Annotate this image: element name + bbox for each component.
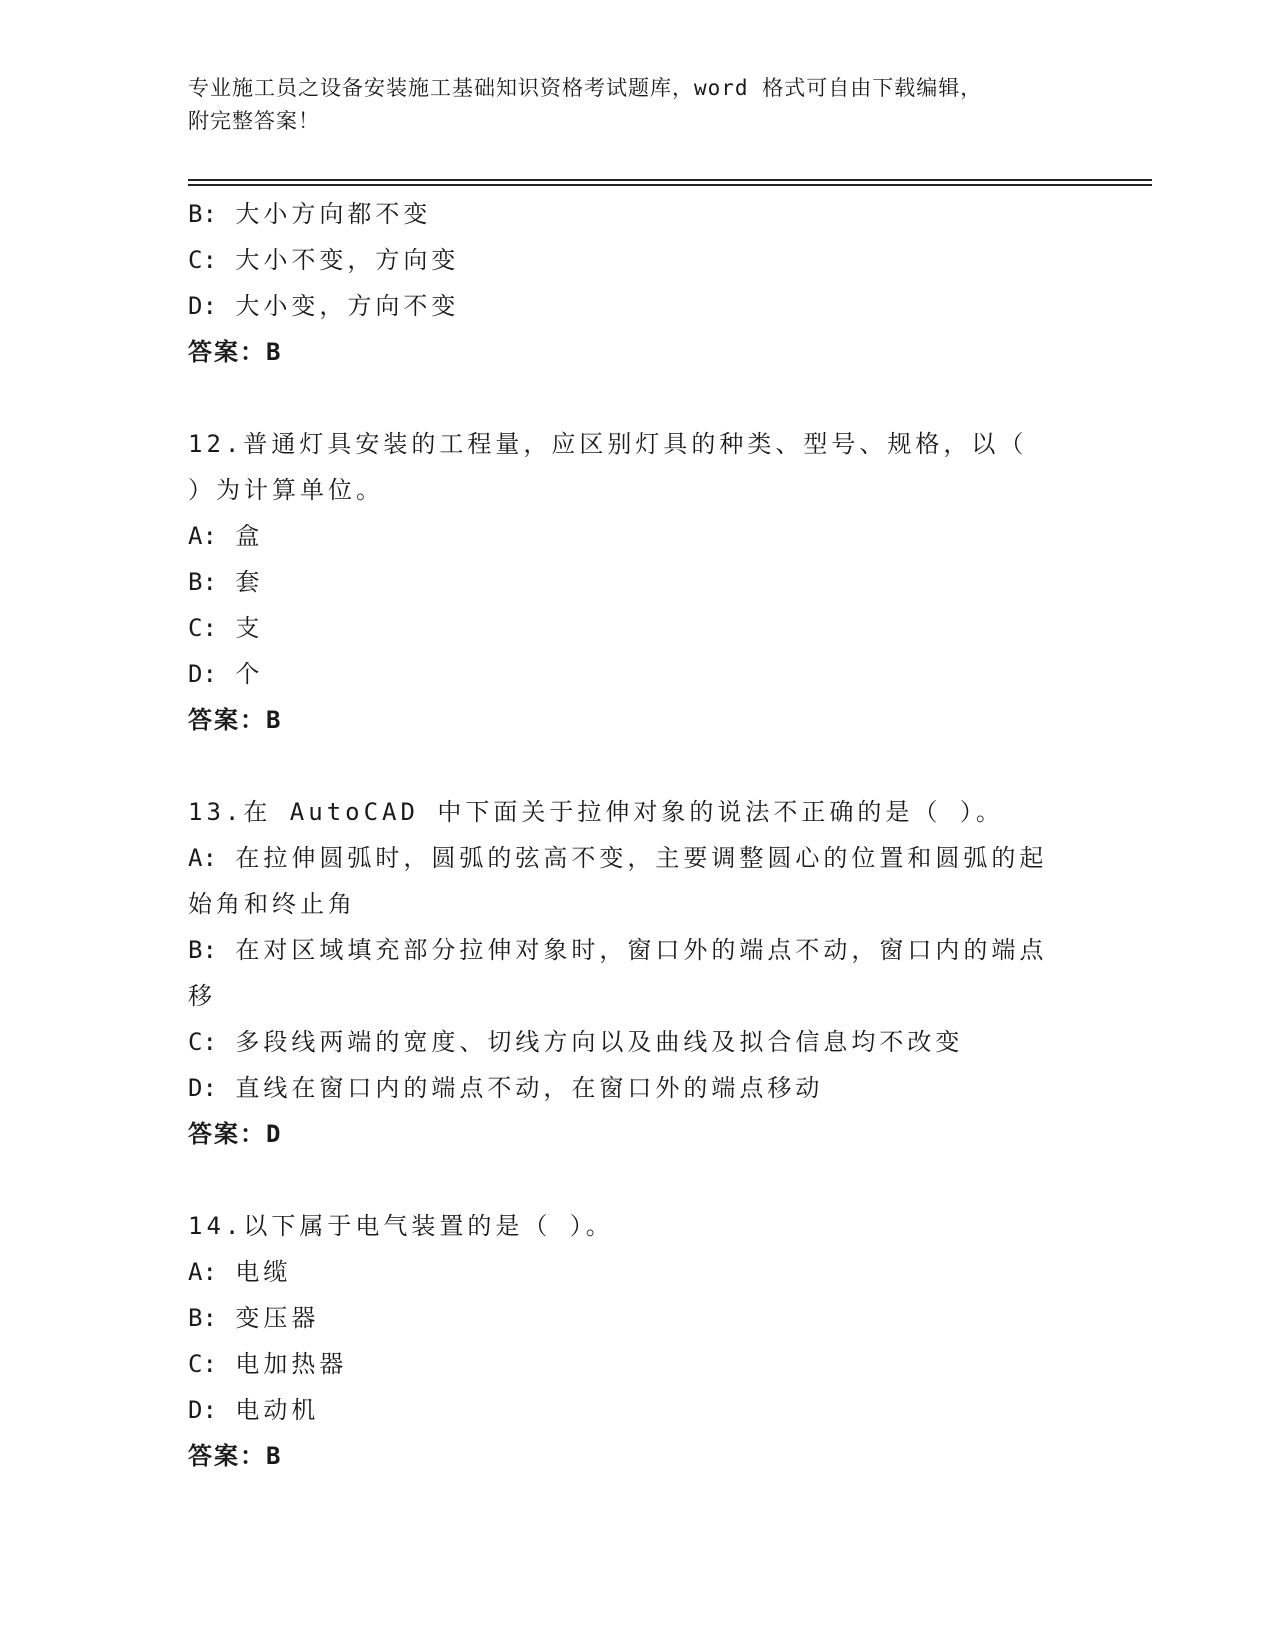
option-c: C: 电加热器: [188, 1350, 348, 1378]
option-b: B: 套: [188, 568, 264, 596]
document-header: [188, 72, 1068, 138]
option-d: D: 大小变，方向不变: [188, 292, 460, 320]
question-13: [188, 789, 1088, 1157]
option-a: A: 电缆: [188, 1258, 292, 1286]
option-c: C: 大小不变，方向变: [188, 246, 460, 274]
answer: 答案：B: [188, 338, 283, 366]
option-c: C: 多段线两端的宽度、切线方向以及曲线及拟合信息均不改变: [188, 1028, 964, 1056]
question-11-tail: [188, 191, 1088, 375]
option-c: C: 支: [188, 614, 264, 642]
question-stem: 13.在 AutoCAD 中下面关于拉伸对象的说法不正确的是（ ）。: [188, 798, 1004, 826]
question-list: [188, 191, 1088, 1479]
option-d: D: 个: [188, 660, 264, 688]
option-b: B: 大小方向都不变: [188, 200, 432, 228]
question-stem-cont: ）为计算单位。: [188, 476, 384, 504]
question-stem: 12.普通灯具安装的工程量，应区别灯具的种类、型号、规格，以（: [188, 430, 1028, 458]
question-12: [188, 421, 1088, 743]
answer: 答案：B: [188, 1442, 283, 1470]
question-stem: 14.以下属于电气装置的是（ ）。: [188, 1212, 614, 1240]
header-divider-bottom: [188, 184, 1152, 186]
option-a: A: 在拉伸圆弧时，圆弧的弦高不变，主要调整圆心的位置和圆弧的起: [188, 844, 1048, 872]
question-14: [188, 1203, 1088, 1479]
header-divider-top: [188, 179, 1152, 181]
option-b-cont: 移: [188, 982, 216, 1010]
option-d: D: 直线在窗口内的端点不动，在窗口外的端点移动: [188, 1074, 824, 1102]
option-b: B: 变压器: [188, 1304, 320, 1332]
header-line-2: 附完整答案！: [188, 109, 320, 133]
option-a-cont: 始角和终止角: [188, 890, 356, 918]
option-a: A: 盒: [188, 522, 264, 550]
option-d: D: 电动机: [188, 1396, 320, 1424]
option-b: B: 在对区域填充部分拉伸对象时，窗口外的端点不动，窗口内的端点: [188, 936, 1048, 964]
answer: 答案：D: [188, 1120, 283, 1148]
header-line-1: 专业施工员之设备安装施工基础知识资格考试题库，word 格式可自由下载编辑，: [188, 76, 983, 100]
answer: 答案：B: [188, 706, 283, 734]
